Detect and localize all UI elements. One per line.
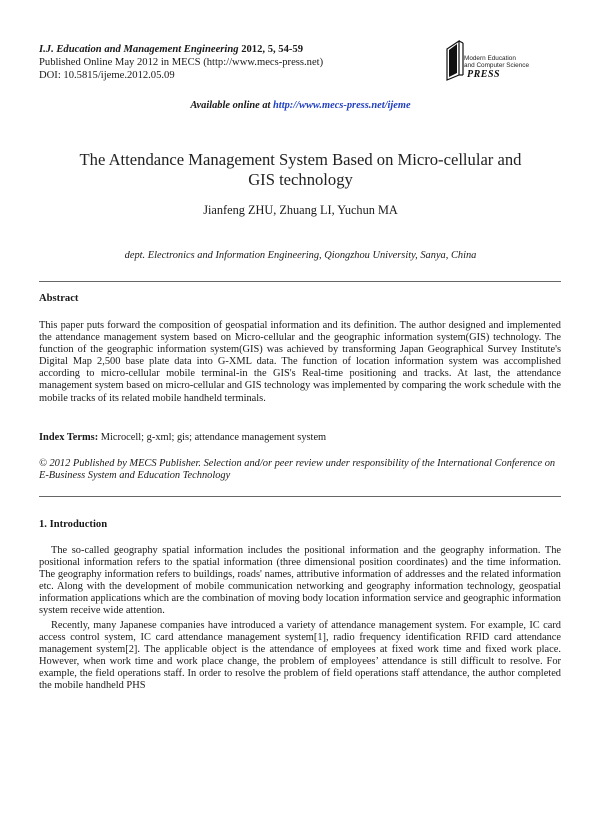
mecs-press-logo (445, 39, 565, 83)
index-terms-text: Microcell; g-xml; gis; attendance management system (98, 432, 327, 443)
journal-volume: 2012, 5, 54-59 (238, 44, 304, 55)
available-online (0, 100, 601, 111)
available-prefix: Available online at (190, 100, 274, 111)
journal-url-link[interactable]: http://www.mecs-press.net/ijeme (273, 100, 411, 111)
introduction-paragraph-2: Recently, many Japanese companies have introduced a variety of attendance management system. For example, IC card access control system, IC card attendance management system[1], radio frequency identification RFID card attendance management system[2]. The applicable object is the attendance of employees at fixed work time and fixed work place. However, when work time and work place change, the problem of employees’ attendance is still difficult to resolve. For example, the field operations staff. In order to resolve the problem of field operations staff attendance, the author completed the mobile handheld PHS (39, 620, 561, 692)
authors: Jianfeng ZHU, Zhuang LI, Yuchun MA (203, 203, 398, 217)
index-terms (39, 432, 561, 443)
logo-line-1: Modern Education (464, 55, 516, 62)
journal-header (39, 43, 323, 83)
introduction-paragraph-1: The so-called geography spatial information includes the positional information and the geography information. The positional information refers to the spatial information (three dimensional position coordinates) and the time information. The geography information refers to buildings, roads' names, attributive information of addresses and the related information etc. Along with the development of mobile communication networking and geography information technology, geospatial information applications which are the combination of moving body location information service and geographic information system receive wide attention. (39, 545, 561, 617)
logo-text (464, 56, 529, 70)
divider-bottom (39, 496, 561, 497)
logo-line-2: and Computer Science (464, 61, 530, 69)
divider-top (39, 281, 561, 282)
doi-line: DOI: 10.5815/ijeme.2012.05.09 (39, 70, 175, 82)
title-line-2: GIS technology (248, 170, 353, 189)
introduction-heading: 1. Introduction (39, 519, 108, 530)
index-terms-label: Index Terms: (39, 432, 99, 443)
abstract-heading: Abstract (39, 293, 79, 304)
title-line-1: The Attendance Management System Based on Micro-cellular and (79, 150, 522, 169)
abstract-text: This paper puts forward the composition of geospatial information and its definition. The author designed and implemented the attendance management system based on Micro-cellular and the geographic information system(GIS) technology. The function of the geographic information system(GIS) was achieved by transforming Japan Geographical Survey Institute's Digital Map 2,500 base plate data into G-XML data. The function of location information system was accomplished according to micro-cellular mobile terminal-in the GIS's Real-time positioning and tracks. At last, the attendance management system based on micro-cellular and GIS technology was implemented by comparing the work schedule with the mobile tracks of its related mobile handheld terminals. (39, 320, 561, 404)
journal-name: I.J. Education and Management Engineering (39, 44, 239, 55)
affiliation: dept. Electronics and Information Engineering, Qiongzhou University, Sanya, China (124, 250, 477, 261)
logo-press: PRESS (467, 69, 501, 80)
paper-title (40, 150, 561, 190)
journal-citation-line (39, 43, 323, 56)
copyright-notice: © 2012 Published by MECS Publisher. Selection and/or peer review under responsibility of the International Conference on E-Business System and Education Technology (39, 458, 556, 482)
published-line: Published Online May 2012 in MECS (http://www.mecs-press.net) (39, 57, 324, 69)
